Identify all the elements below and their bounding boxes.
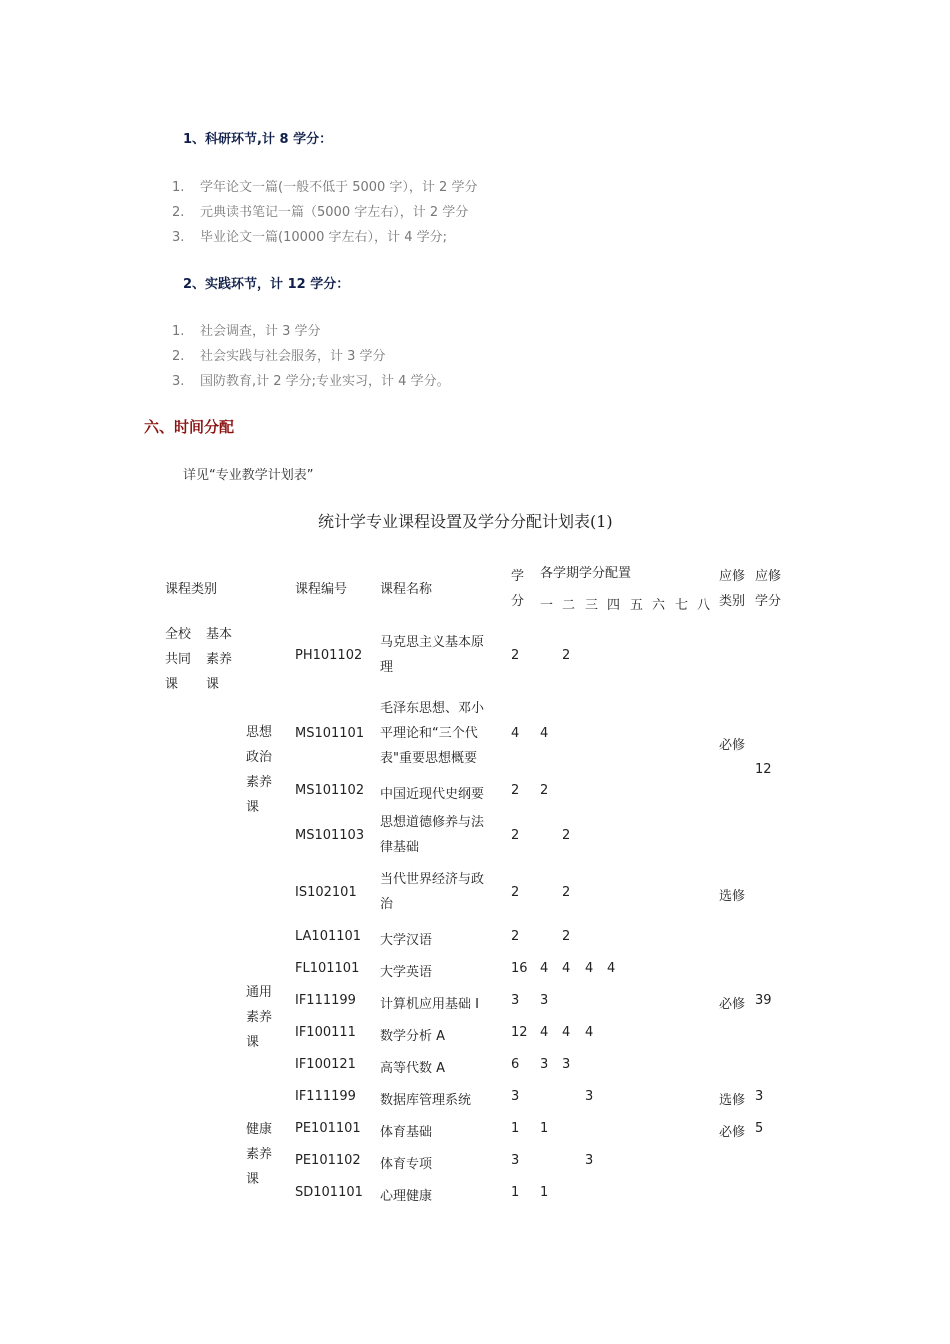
header-code: 课程编号 — [295, 582, 348, 597]
course-name: 数学分析 A — [380, 1029, 446, 1044]
course-name: 大学汉语 — [380, 933, 433, 948]
course-name: 毛泽东思想、邓小 平理论和“三个代 表"重要思想概要 — [380, 701, 485, 766]
course-name: 心理健康 — [380, 1189, 433, 1204]
header-req-credit: 学分 — [755, 594, 782, 609]
course-credit: 1 — [511, 1121, 520, 1136]
semester-credit: 1 — [540, 1185, 549, 1200]
course-code: PH101102 — [295, 648, 363, 663]
course-credit: 2 — [511, 828, 520, 843]
semester-credit: 4 — [540, 1025, 549, 1040]
header-name: 课程名称 — [380, 582, 433, 597]
requirement-credit: 3 — [755, 1089, 764, 1104]
semester-credit: 2 — [540, 783, 549, 798]
requirement-type: 必修 — [719, 1125, 746, 1140]
course-name: 当代世界经济与政 治 — [380, 872, 485, 912]
requirement-credit: 39 — [755, 993, 772, 1008]
semester-credit: 3 — [540, 993, 549, 1008]
list-item — [172, 320, 321, 339]
course-code: IF111199 — [295, 993, 356, 1008]
list-text: 元典读书笔记一篇（5000 字左右），计 2 学分 — [200, 205, 469, 220]
list-text: 社会实践与社会服务，计 3 学分 — [200, 349, 386, 364]
header-req-type: 类别 — [719, 594, 746, 609]
course-code: IF100121 — [295, 1057, 356, 1072]
practice-heading: 2、实践环节，计 12 学分： — [183, 277, 350, 292]
subcategory-health: 健康 素养 课 — [246, 1122, 273, 1187]
course-name: 体育专项 — [380, 1157, 433, 1172]
header-semester: 八 — [697, 598, 711, 613]
category-school-common: 全校 共同 课 — [165, 627, 192, 692]
requirement-type: 必修 — [719, 997, 746, 1012]
list-text: 社会调查，计 3 学分 — [200, 324, 321, 339]
semester-credit: 4 — [585, 1025, 594, 1040]
header-semester: 一 — [540, 598, 554, 613]
course-code: MS101101 — [295, 726, 365, 741]
header-semester: 二 — [562, 598, 576, 613]
requirement-type: 选修 — [719, 1093, 746, 1108]
header-semester: 七 — [675, 598, 689, 613]
list-number: 3. — [172, 374, 185, 389]
header-credit: 分 — [511, 594, 525, 609]
semester-credit: 4 — [540, 726, 549, 741]
course-credit: 2 — [511, 929, 520, 944]
list-number: 1. — [172, 324, 185, 339]
list-text: 毕业论文一篇(10000 字左右），计 4 学分; — [200, 230, 447, 245]
header-category: 课程类别 — [165, 582, 218, 597]
course-name: 思想道德修养与法 律基础 — [380, 815, 485, 855]
course-code: LA101101 — [295, 929, 362, 944]
list-item — [172, 176, 477, 195]
semester-credit: 4 — [562, 1025, 571, 1040]
course-code: IS102101 — [295, 885, 357, 900]
semester-credit: 2 — [562, 929, 571, 944]
time-heading: 六、时间分配 — [144, 418, 235, 436]
course-credit: 2 — [511, 783, 520, 798]
semester-credit: 4 — [562, 961, 571, 976]
course-code: FL101101 — [295, 961, 360, 976]
course-code: IF111199 — [295, 1089, 356, 1104]
course-credit: 12 — [511, 1025, 528, 1040]
list-text: 学年论文一篇(一般不低于 5000 字），计 2 学分 — [200, 180, 478, 195]
course-credit: 1 — [511, 1185, 520, 1200]
semester-credit: 2 — [562, 648, 571, 663]
course-credit: 2 — [511, 648, 520, 663]
course-credit: 16 — [511, 961, 528, 976]
header-req-type: 应修 — [719, 569, 746, 584]
requirement-type: 选修 — [719, 889, 746, 904]
course-name: 数据库管理系统 — [380, 1093, 472, 1108]
subcategory-general: 通用 素养 课 — [246, 985, 273, 1050]
list-text: 国防教育,计 2 学分;专业实习，计 4 学分。 — [200, 374, 450, 389]
list-item — [172, 201, 468, 220]
table-title: 统计学专业课程设置及学分分配计划表(1) — [318, 512, 613, 531]
course-name: 计算机应用基础 I — [380, 997, 479, 1012]
requirement-type: 必修 — [719, 738, 746, 753]
course-name: 中国近现代史纲要 — [380, 787, 485, 802]
course-code: MS101102 — [295, 783, 365, 798]
list-number: 2. — [172, 205, 185, 220]
course-code: IF100111 — [295, 1025, 356, 1040]
course-credit: 2 — [511, 885, 520, 900]
semester-credit: 2 — [562, 885, 571, 900]
course-code: SD101101 — [295, 1185, 363, 1200]
course-credit: 4 — [511, 726, 520, 741]
list-number: 1. — [172, 180, 185, 195]
semester-credit: 3 — [585, 1089, 594, 1104]
header-req-credit: 应修 — [755, 569, 782, 584]
semester-credit: 4 — [585, 961, 594, 976]
list-item — [172, 226, 447, 245]
header-semester: 五 — [630, 598, 644, 613]
semester-credit: 4 — [540, 961, 549, 976]
header-semester: 四 — [607, 598, 621, 613]
list-item — [172, 345, 386, 364]
time-note: 详见“专业教学计划表” — [183, 468, 314, 483]
semester-credit: 3 — [540, 1057, 549, 1072]
course-credit: 6 — [511, 1057, 520, 1072]
course-credit: 3 — [511, 993, 520, 1008]
list-item — [172, 370, 450, 389]
course-code: MS101103 — [295, 828, 365, 843]
course-code: PE101102 — [295, 1153, 361, 1168]
requirement-credit: 12 — [755, 762, 772, 777]
course-credit: 3 — [511, 1089, 520, 1104]
semester-credit: 4 — [607, 961, 616, 976]
semester-credit: 2 — [562, 828, 571, 843]
list-number: 3. — [172, 230, 185, 245]
header-credit: 学 — [511, 569, 525, 584]
semester-credit: 3 — [562, 1057, 571, 1072]
header-semester: 六 — [652, 598, 666, 613]
semester-credit: 3 — [585, 1153, 594, 1168]
course-name: 高等代数 A — [380, 1061, 446, 1076]
subcategory-politics: 思想 政治 素养 课 — [246, 725, 273, 815]
list-number: 2. — [172, 349, 185, 364]
course-name: 体育基础 — [380, 1125, 433, 1140]
course-code: PE101101 — [295, 1121, 361, 1136]
course-name: 大学英语 — [380, 965, 433, 980]
semester-credit: 1 — [540, 1121, 549, 1136]
header-semester: 三 — [585, 598, 599, 613]
category-basic-literacy: 基本 素养 课 — [206, 627, 233, 692]
research-heading: 1、科研环节,计 8 学分： — [183, 132, 333, 147]
requirement-credit: 5 — [755, 1121, 764, 1136]
course-credit: 3 — [511, 1153, 520, 1168]
course-name: 马克思主义基本原 理 — [380, 635, 485, 675]
header-semesters-group: 各学期学分配置 — [540, 566, 632, 581]
